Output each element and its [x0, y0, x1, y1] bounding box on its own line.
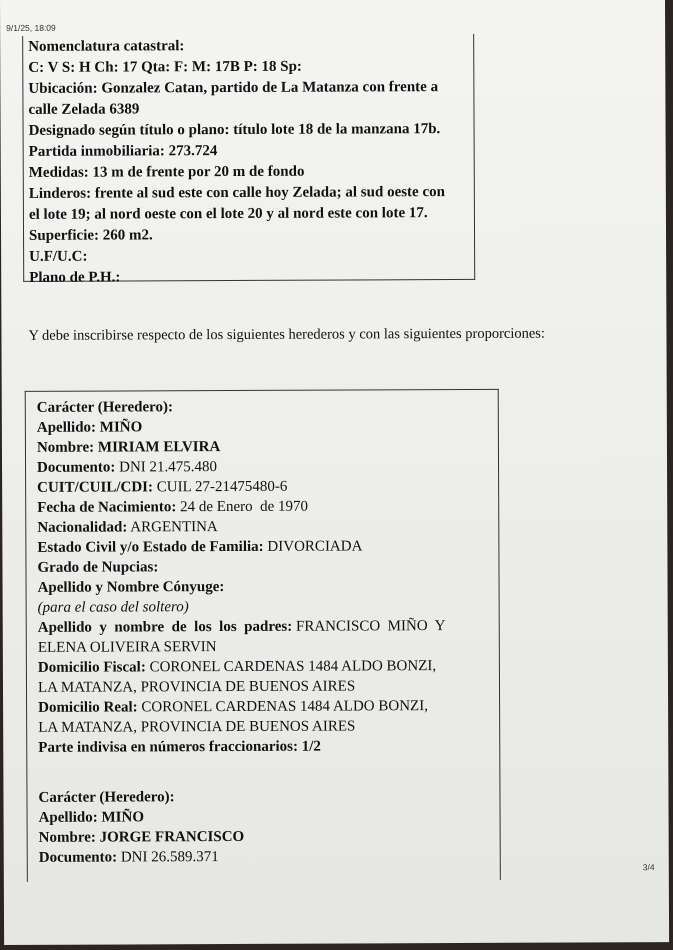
heir1-conyuge: Apellido y Nombre Cónyuge: — [37, 579, 225, 596]
designado-line: Designado según título o plano: título lote 18 de la manzana 17b. — [28, 121, 441, 139]
nomenclatura-value: C: V S: H Ch: 17 Qta: F: M: 17B P: 18 Sp: — [28, 58, 302, 76]
heir2-apellido: Apellido: MIÑO — [38, 809, 145, 826]
heir1-padres-label: Apellido y nombre de los los padres: — [37, 618, 293, 636]
heir1-cuit-value: CUIL 27-21475480-6 — [156, 478, 288, 496]
heir1-real — [38, 698, 428, 717]
heir1-documento-value: DNI 21.475.480 — [119, 459, 218, 476]
partida-line: Partida inmobiliaria: 273.724 — [28, 143, 218, 160]
heir1-nacionalidad-value: ARGENTINA — [130, 519, 218, 536]
heir1-estado — [37, 538, 362, 556]
heir2-documento — [39, 849, 219, 867]
ubicacion-line-2: calle Zelada 6389 — [28, 101, 140, 118]
page-number: 3/4 — [642, 862, 655, 873]
heir2-nombre: Nombre: JORGE FRANCISCO — [38, 828, 245, 846]
heir1-estado-value: DIVORCIADA — [267, 538, 363, 555]
uf-line: U.F/U.C: — [29, 248, 88, 265]
heir2-caracter: Carácter (Heredero): — [38, 789, 175, 806]
heir2-documento-label: Documento: — [38, 849, 118, 866]
heir1-soltero-note: (para el caso del soltero) — [37, 599, 189, 616]
heir1-nombre: Nombre: MIRIAM ELVIRA — [36, 439, 221, 456]
plano-line: Plano de P.H.: — [29, 269, 121, 286]
heir1-real-value-1: CORONEL CARDENAS 1484 ALDO BONZI, — [141, 698, 428, 716]
print-timestamp: 9/1/25, 18:09 — [6, 22, 56, 33]
heir2-documento-value: DNI 26.589.371 — [120, 849, 219, 866]
heir1-fiscal-label: Domicilio Fiscal: — [37, 659, 146, 676]
heir1-real-value-2: LA MATANZA, PROVINCIA DE BUENOS AIRES — [38, 718, 356, 736]
heir1-estado-label: Estado Civil y/o Estado de Familia: — [37, 538, 264, 556]
heir1-fecha-label: Fecha de Nacimiento: — [37, 499, 177, 516]
ubicacion-line-1: Ubicación: Gonzalez Catan, partido de La Matanza con frente a — [28, 79, 439, 97]
heir1-nacionalidad — [37, 519, 218, 537]
heir1-parte: Parte indivisa en números fraccionarios: 1/2 — [38, 738, 321, 756]
superficie-line: Superficie: 260 m2. — [28, 227, 153, 244]
heir1-documento-label: Documento: — [37, 459, 116, 476]
heir1-fiscal — [38, 658, 436, 677]
heir1-documento — [37, 459, 217, 477]
heir1-fiscal-value-1: CORONEL CARDENAS 1484 ALDO BONZI, — [149, 658, 437, 676]
heir1-fecha — [37, 499, 308, 517]
heir1-fecha-value: 24 de Enero de 1970 — [180, 498, 309, 516]
heir1-nacionalidad-label: Nacionalidad: — [37, 519, 128, 536]
heirs-box — [25, 389, 501, 882]
nomenclatura-label: Nomenclatura catastral: — [28, 38, 185, 55]
heir1-padres-value-1: FRANCISCO MIÑO Y — [295, 618, 446, 635]
heir1-apellido: Apellido: MIÑO — [36, 419, 143, 436]
property-box — [22, 34, 475, 286]
medidas-line: Medidas: 13 m de frente por 20 m de fondo — [28, 163, 305, 181]
heir1-caracter: Carácter (Heredero): — [36, 399, 174, 416]
intro-text: Y debe inscribirse respecto de los siguientes herederos y con las siguientes proporciones: — [28, 325, 545, 344]
heir1-padres — [38, 618, 446, 637]
heir1-cuit — [37, 479, 287, 497]
heir1-real-label: Domicilio Real: — [38, 699, 138, 716]
heir1-grado: Grado de Nupcias: — [37, 559, 159, 576]
linderos-line-1: Linderos: frente al sud este con calle hoy Zelada; al sud oeste con — [28, 184, 445, 202]
linderos-line-2: el lote 19; al nord oeste con el lote 20 y al nord este con lote 17. — [28, 205, 428, 223]
heir1-padres-value-2: ELENA OLIVEIRA SERVIN — [37, 639, 217, 656]
heir1-fiscal-value-2: LA MATANZA, PROVINCIA DE BUENOS AIRES — [37, 678, 356, 696]
heir1-cuit-label: CUIT/CUIL/CDI: — [37, 479, 154, 496]
